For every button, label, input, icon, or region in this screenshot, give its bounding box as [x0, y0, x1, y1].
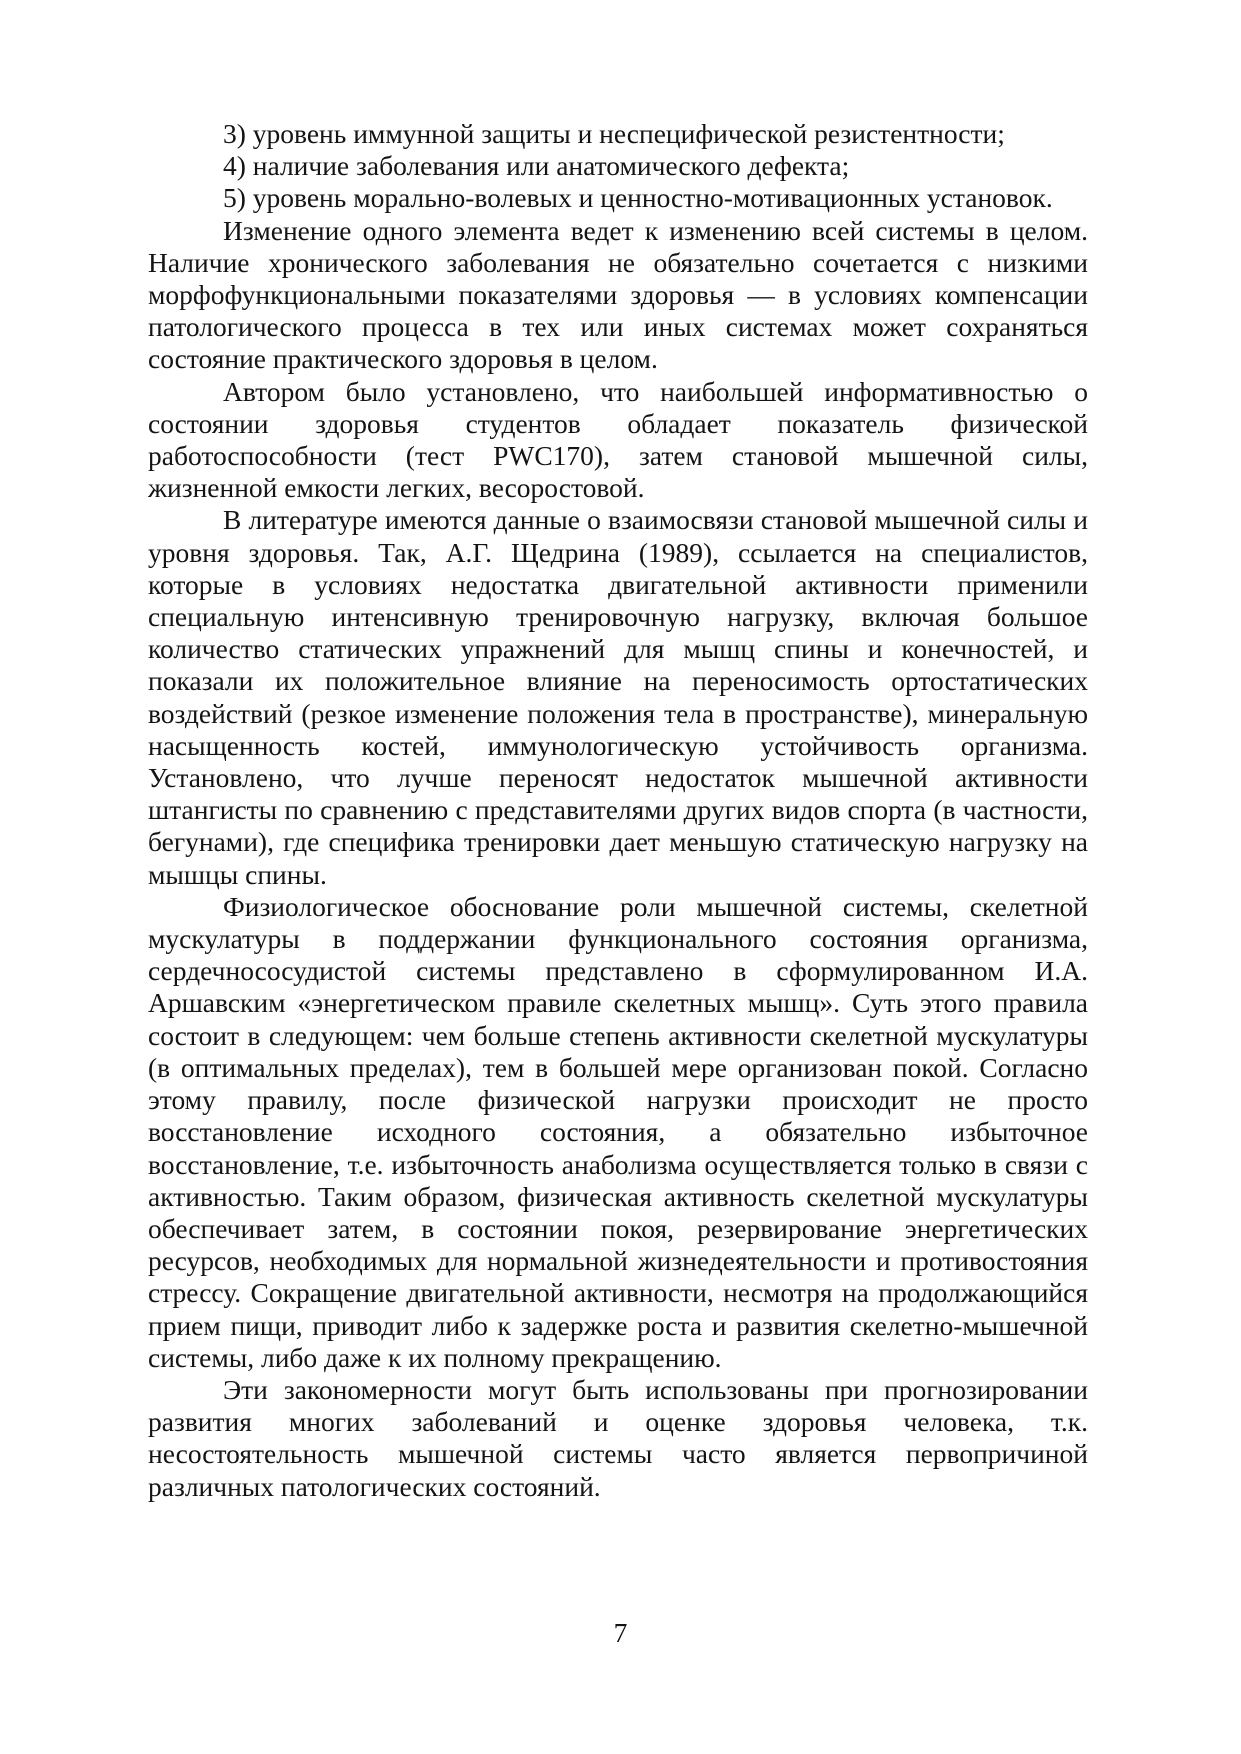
paragraph-literature: В литературе имеются данные о взаимосвязи становой мышечной силы и уровня здоровья. Так, А.Г. Щедрина (1989), ссылается на специалистов, которые в условиях недостатка двигательной активности применили специальную интенсивную тренировочную нагрузку, включая большое количество статических упражнений для мышц спины и конечностей, и показали их положительное влияние на переносимость ортостатических воздействий (резкое изменение положения тела в пространстве), минеральную насыщенность костей, иммунологическую устойчивость организма. Установлено, что лучше переносят недостаток мышечной активности штангисты по сравнению с представителями других видов спорта (в частности, бегунами), где специфика тренировки дает меньшую статическую нагрузку на мышцы спины. — [148, 504, 1088, 890]
body-text — [148, 118, 1088, 1503]
page-number: 7 — [613, 1617, 628, 1648]
paragraph-author-findings: Автором было установлено, что наибольшей информативностью о состоянии здоровья студентов обладает показатель физической работоспособности (тест PWC170), затем становой мышечной силы, жизненной емкости легких, весоростовой. — [148, 375, 1088, 504]
paragraph-physiological-basis: Физиологическое обоснование роли мышечной системы, скелетной мускулатуры в поддержании функционального состояния организма, сердечнососудистой системы представлено в сформулированном И.А. Аршавским «энергетическом правиле скелетных мышц». Суть этого правила состоит в следующем: чем больше степень активности скелетной мускулатуры (в оптимальных пределах), тем в большей мере организован покой. Согласно этому правилу, после физической нагрузки происходит не просто восстановление исходного состояния, а обязательно избыточное восстановление, т.е. избыточность анаболизма осуществляется только в связи с активностью. Таким образом, физическая активность скелетной мускулатуры обеспечивает затем, в состоянии покоя, резервирование энергетических ресурсов, необходимых для нормальной жизнедеятельности и противостояния стрессу. Сокращение двигательной активности, несмотря на продолжающийся прием пищи, приводит либо к задержке роста и развития скелетно-мышечной системы, либо даже к их полному прекращению. — [148, 890, 1088, 1373]
paragraph-system-change: Изменение одного элемента ведет к изменению всей системы в целом. Наличие хронического заболевания не обязательно сочетается с низкими морфофункциональными показателями здоровья — в условиях компенсации патологического процесса в тех или иных системах может сохраняться состояние практического здоровья в целом. — [148, 214, 1088, 375]
list-item-5: 5) уровень морально-волевых и ценностно-мотивационных установок. — [223, 182, 1053, 214]
paragraph-conclusion: Эти закономерности могут быть использованы при прогнозировании развития многих заболеваний и оценке здоровья человека, т.к. несостоятельность мышечной системы часто является первопричиной различных патологических состояний. — [148, 1373, 1088, 1502]
list-item-3: 3) уровень иммунной защиты и неспецифической резистентности; — [223, 118, 1005, 149]
list-item-4: 4) наличие заболевания или анатомического дефекта; — [223, 150, 850, 182]
